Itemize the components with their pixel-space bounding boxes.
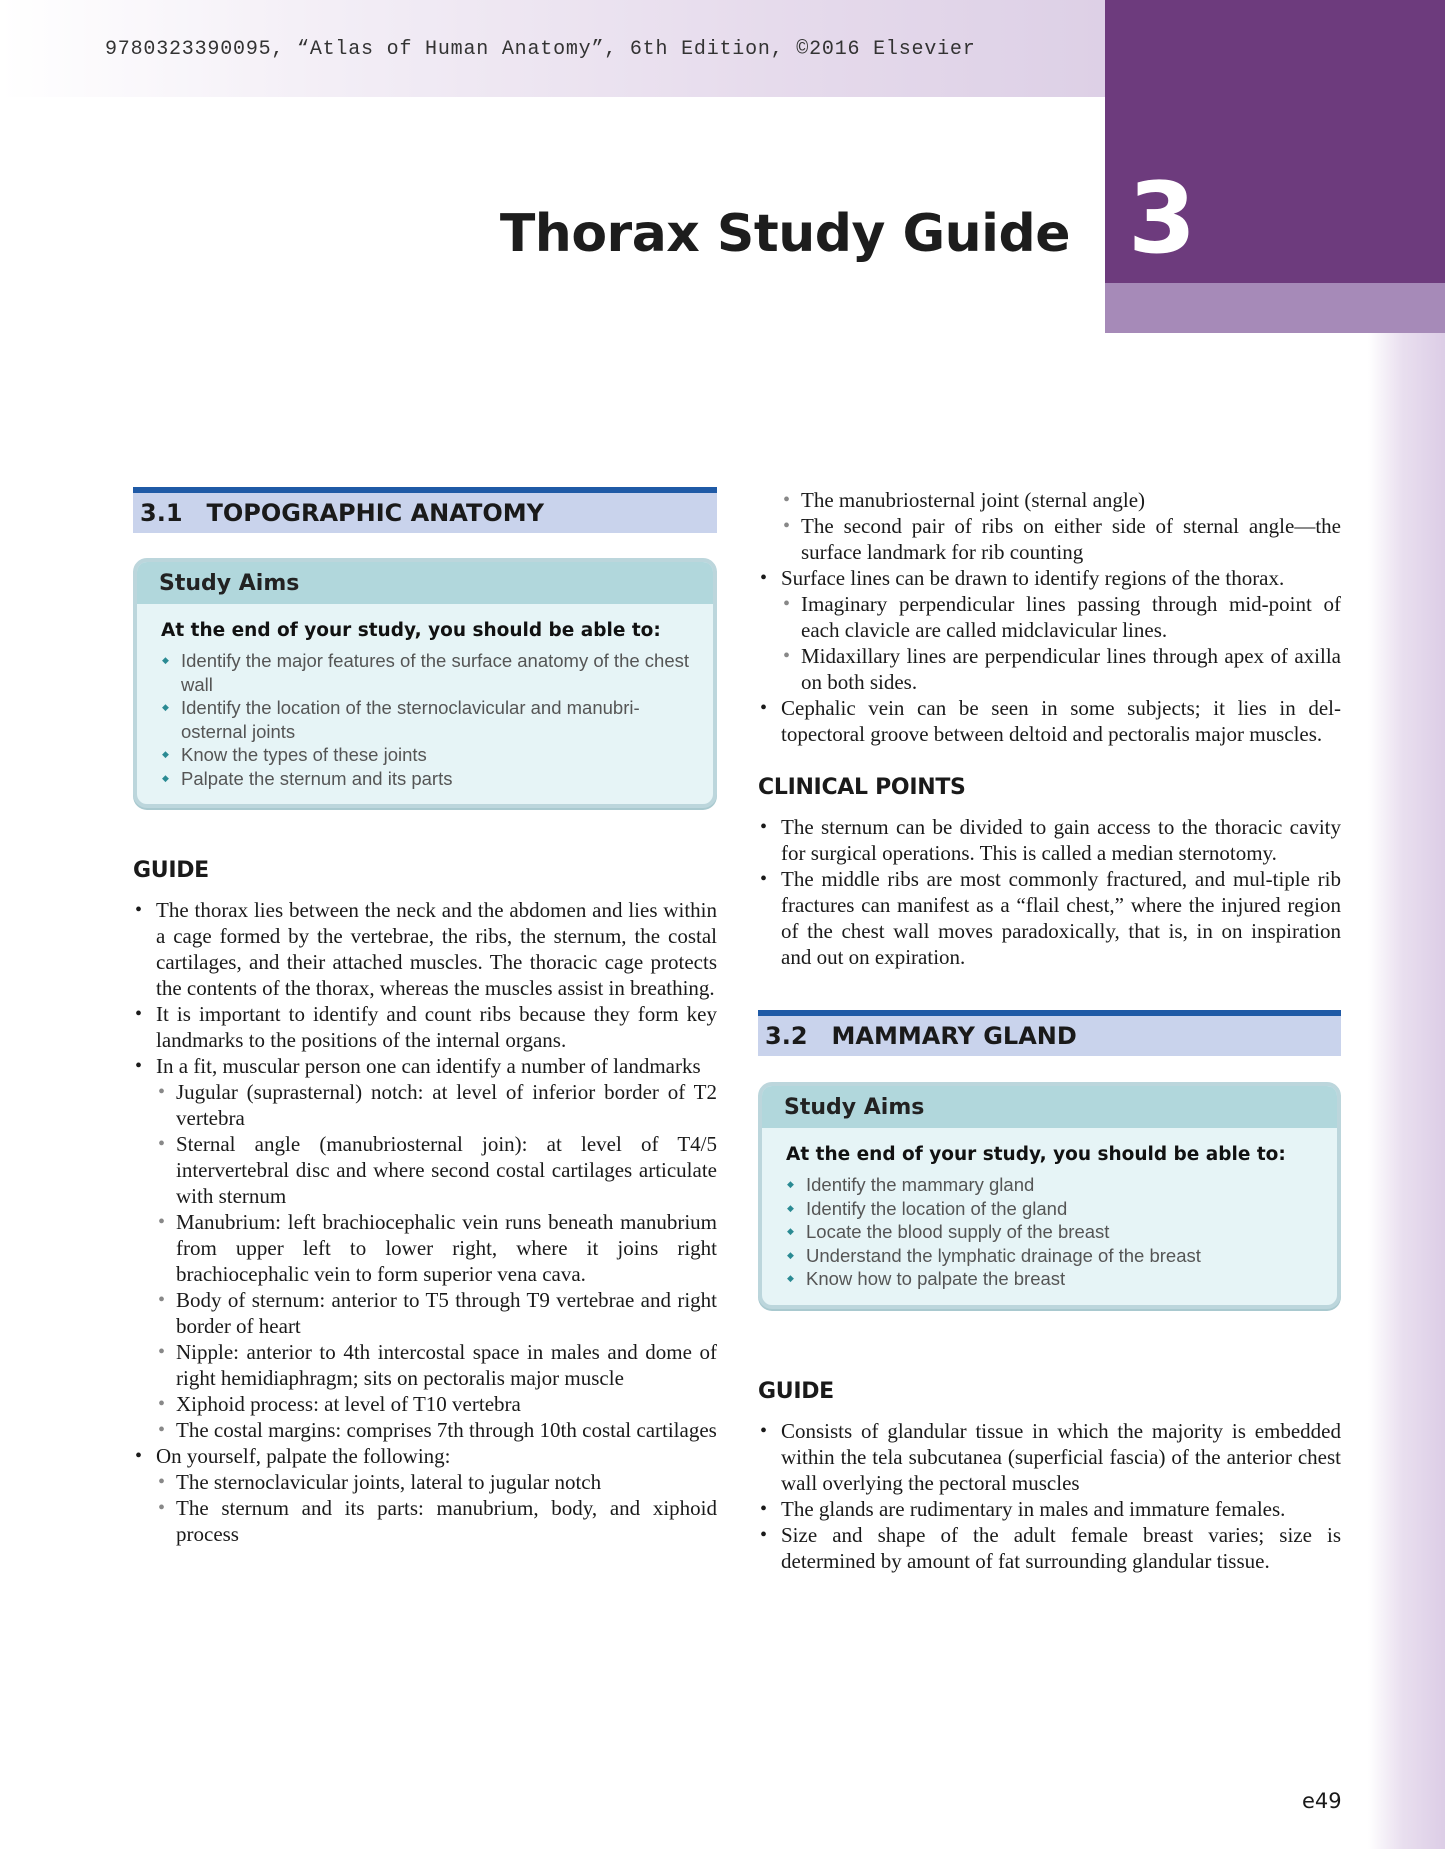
aim-item: ◆ Know how to palpate the breast — [786, 1267, 1313, 1291]
sub-item: • Manubrium: left brachiocephalic vein runs beneath manubrium from upper left to lower right, where it joins right brachiocephalic vein to form superior vena cava. — [156, 1209, 717, 1287]
study-aims-intro: At the end of your study, you should be able to: — [786, 1144, 1286, 1165]
study-aims-list — [786, 1173, 1313, 1291]
guide-item: • Size and shape of the adult female breast varies; size is determined by amount of fat surrounding glandular tissue. — [758, 1522, 1341, 1574]
study-aims-title: Study Aims — [137, 562, 713, 604]
sub-item: • Body of sternum: anterior to T5 through T9 vertebrae and right border of heart — [156, 1287, 717, 1339]
guide-item — [758, 565, 1341, 695]
sub-item: • The sternum and its parts: manubrium, body, and xiphoid process — [156, 1495, 717, 1547]
right-column — [758, 487, 1341, 1574]
aim-item: ◆ Understand the lymphatic drainage of the breast — [786, 1244, 1313, 1268]
section-title: TOPOGRAPHIC ANATOMY — [206, 499, 545, 527]
guide-item-text: On yourself, palpate the following: — [156, 1444, 451, 1468]
guide-item: • Cephalic vein can be seen in some subjects; it lies in del-topectoral groove between deltoid and pectoralis major muscles. — [758, 695, 1341, 747]
guide-heading: GUIDE — [133, 858, 209, 883]
study-aims-body — [762, 1128, 1337, 1305]
aim-item: ◆ Identify the major features of the surface anatomy of the chest wall — [161, 649, 689, 696]
landmark-sublist — [156, 1079, 717, 1443]
study-aims-list — [161, 649, 689, 790]
isbn-line: 9780323390095, “Atlas of Human Anatomy”, 6th Edition, ©2016 Elsevier — [105, 38, 976, 61]
sub-item: • Xiphoid process: at level of T10 vertebra — [156, 1391, 717, 1417]
sub-item: • The second pair of ribs on either side of sternal angle—the surface landmark for rib counting — [781, 513, 1341, 565]
study-aims-intro: At the end of your study, you should be able to: — [161, 620, 661, 641]
section-number: 3.2 — [765, 1022, 808, 1050]
guide-item: • It is important to identify and count ribs because they form key landmarks to the positions of the internal organs. — [133, 1001, 717, 1053]
section-header-3-2 — [758, 1010, 1341, 1056]
margin-strip — [1368, 333, 1445, 1849]
palpate-sublist — [156, 1469, 717, 1547]
section-number: 3.1 — [140, 499, 183, 527]
guide-item-text: Surface lines can be drawn to identify regions of the thorax. — [781, 566, 1285, 590]
aim-item: ◆ Palpate the sternum and its parts — [161, 767, 689, 791]
guide-item-text: In a fit, muscular person one can identify a number of landmarks — [156, 1054, 701, 1078]
section-header-3-1 — [133, 487, 717, 533]
sub-item: • Sternal angle (manubriosternal join): at level of T4/5 intervertebral disc and where second costal cartilages articulate with sternum — [156, 1131, 717, 1209]
clinical-points-list — [758, 814, 1341, 970]
section-title: MAMMARY GLAND — [831, 1022, 1077, 1050]
sub-item: • Imaginary perpendicular lines passing through mid-point of each clavicle are called midclavicular lines. — [781, 591, 1341, 643]
aim-item: ◆ Identify the mammary gland — [786, 1173, 1313, 1197]
continued-list — [758, 487, 1341, 747]
guide-item: • Consists of glandular tissue in which the majority is embedded within the tela subcutanea (superficial fascia) of the anterior chest wall overlying the pectoral muscles — [758, 1418, 1341, 1496]
sub-item: • The costal margins: comprises 7th through 10th costal cartilages — [156, 1417, 717, 1443]
mammary-guide-list — [758, 1418, 1341, 1574]
sub-item: • Jugular (suprasternal) notch: at level of inferior border of T2 vertebra — [156, 1079, 717, 1131]
clinical-points-heading: CLINICAL POINTS — [758, 775, 966, 800]
guide-item: • The glands are rudimentary in males and immature females. — [758, 1496, 1341, 1522]
clinical-item: • The middle ribs are most commonly fractured, and mul-tiple rib fractures can manifest as a “flail chest,” where the injured region of the chest wall moves paradoxically, that is, in on inspiration and out on expiration. — [758, 866, 1341, 970]
sub-item: • Midaxillary lines are perpendicular lines through apex of axilla on both sides. — [781, 643, 1341, 695]
study-aims-title: Study Aims — [762, 1086, 1337, 1128]
clinical-item: • The sternum can be divided to gain access to the thoracic cavity for surgical operations. This is called a median sternotomy. — [758, 814, 1341, 866]
sub-item: • The sternoclavicular joints, lateral to jugular notch — [156, 1469, 717, 1495]
page-number: e49 — [1302, 1789, 1342, 1813]
page-title: Thorax Study Guide — [499, 204, 1070, 264]
sub-item: • Nipple: anterior to 4th intercostal space in males and dome of right hemidiaphragm; sits on pectoralis major muscle — [156, 1339, 717, 1391]
left-column — [133, 487, 717, 1547]
surface-lines-sublist — [781, 591, 1341, 695]
guide-item: • The thorax lies between the neck and the abdomen and lies within a cage formed by the vertebrae, the ribs, the sternum, the costal cartilages, and their attached muscles. The thoracic cage protects the contents of the thorax, whereas the muscles assist in breathing. — [133, 897, 717, 1001]
study-aims-box — [758, 1082, 1341, 1309]
aim-item: ◆ Know the types of these joints — [161, 743, 689, 767]
guide-item — [133, 1053, 717, 1443]
aim-item: ◆ Locate the blood supply of the breast — [786, 1220, 1313, 1244]
sub-item: • The manubriosternal joint (sternal angle) — [781, 487, 1341, 513]
guide-heading: GUIDE — [758, 1378, 834, 1404]
chapter-tab-lower — [1105, 283, 1445, 333]
aim-item: ◆ Identify the location of the sternoclavicular and manubri-osternal joints — [161, 696, 689, 743]
guide-list — [133, 897, 717, 1547]
chapter-number: 3 — [1128, 162, 1197, 276]
aim-item: ◆ Identify the location of the gland — [786, 1197, 1313, 1221]
guide-item — [133, 1443, 717, 1547]
study-aims-box — [133, 558, 717, 808]
study-aims-body — [137, 604, 713, 804]
continued-item — [758, 487, 1341, 565]
continued-sublist — [758, 487, 1341, 565]
